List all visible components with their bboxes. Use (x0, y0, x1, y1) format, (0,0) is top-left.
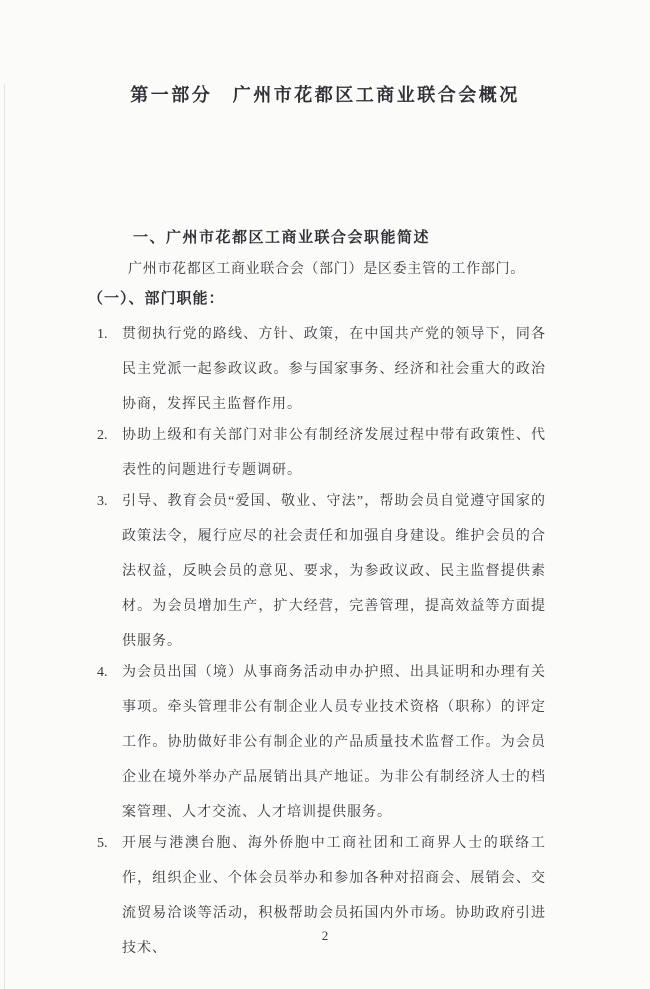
document-body (88, 228, 546, 966)
list-item (97, 317, 546, 422)
scan-edge-line (4, 84, 5, 989)
list-item (97, 826, 546, 966)
list-item-text: 贯彻执行党的路线、方针、政策，在中国共产党的领导下，同各民主党派一起参政议政。参与国家事务、经济和社会重大的政治协商，发挥民主监督作用。 (122, 327, 546, 412)
page-number: 2 (321, 928, 329, 943)
list-item (97, 418, 546, 488)
subsection-heading: （一）、部门职能： (88, 291, 225, 307)
intro-paragraph: 广州市花都区工商业联合会（部门）是区委主管的工作部门。 (128, 262, 525, 277)
function-list (88, 317, 546, 966)
document-title: 第一部分 广州市花都区工商业联合会概况 (130, 85, 520, 105)
list-item (97, 484, 546, 659)
list-item-number: 1. (97, 327, 108, 342)
list-item-number: 3. (97, 494, 108, 509)
list-item-text: 为会员出国（境）从事商务活动申办护照、出具证明和办理有关事项。牵头管理非公有制企业人员专业技术资格（职称）的评定工作。协肋做好非公有制企业的产品质量技术监督工作。为会员企业在境外举办产品展销出具产地证。为非公有制经济人士的档案管理、人才交流、人才培训提供服务。 (122, 665, 546, 820)
list-item (97, 655, 546, 830)
list-item-text: 开展与港澳台胞、海外侨胞中工商社团和工商界人士的联络工作，组织企业、个体会员举办和参加各种对招商会、展销会、交流贸易洽谈等活动，积极帮助会员拓国内外市场。协助政府引进技术、 (122, 836, 546, 956)
list-item-text: 引导、教育会员“爱国、敬业、守法”，帮助会员自觉遵守国家的政策法令，履行应尽的社会责任和加强自身建设。维护会员的合法权益，反映会员的意见、要求，为参政议政、民主监督提供素材。为会员增加生产，扩大经营，完善管理，提高效益等方面提供服务。 (122, 494, 546, 649)
list-item-text: 协助上级和有关部门对非公有制经济发展过程中带有政策性、代表性的问题进行专题调研。 (122, 428, 546, 478)
scanned-document-page (0, 84, 650, 989)
section-heading: 一、广州市花都区工商业联合会职能简述 (133, 230, 431, 246)
list-item-number: 4. (97, 665, 108, 680)
list-item-number: 2. (97, 428, 108, 443)
list-item-number: 5. (97, 836, 108, 851)
